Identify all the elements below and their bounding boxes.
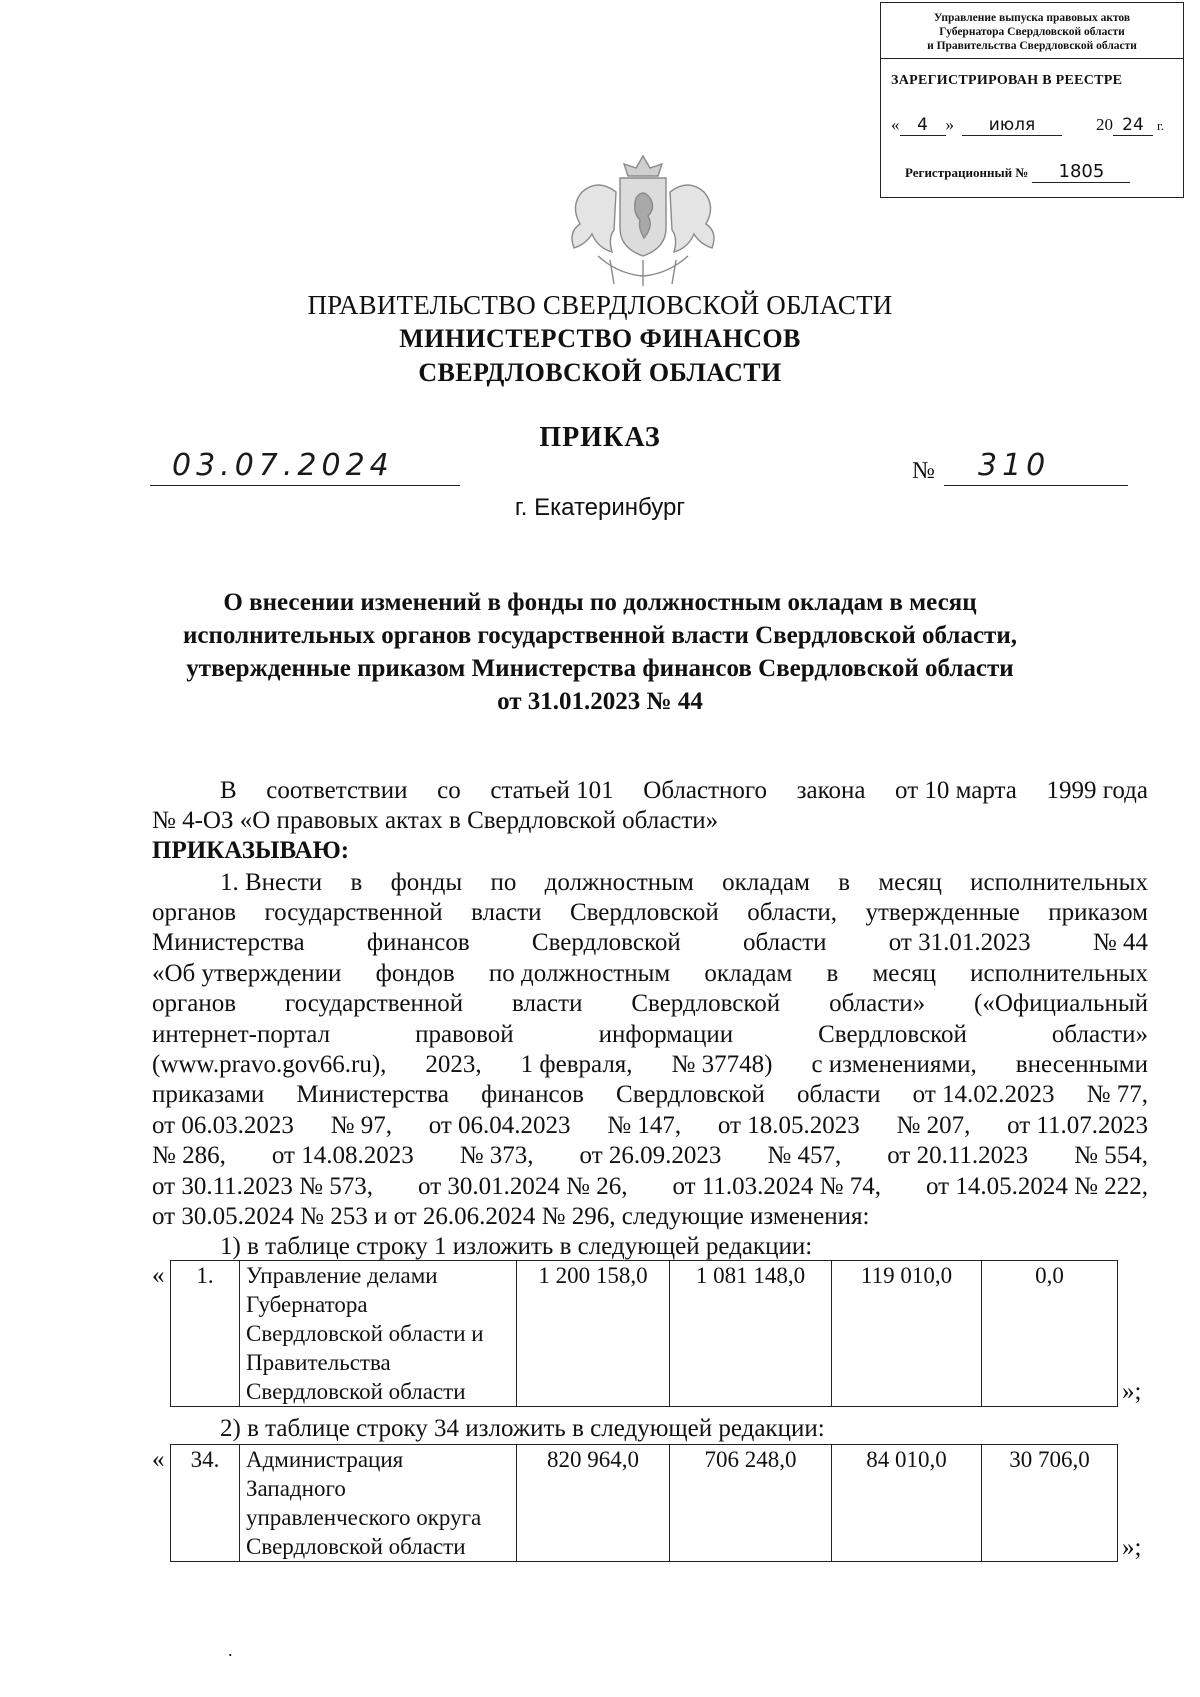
row-name xyxy=(240,1445,517,1562)
word: № 147, xyxy=(607,1111,682,1139)
word: области xyxy=(742,929,827,957)
row-value-1: 820 964,0 xyxy=(517,1445,670,1562)
subitem-2: 2) в таблице строку 34 изложить в следующей редакции: xyxy=(220,1415,825,1442)
stamp-day: 4 xyxy=(900,115,946,136)
quote-open: « xyxy=(152,1262,165,1289)
row-name-line: Свердловской области xyxy=(246,1379,466,1404)
ministry-name: МИНИСТЕРСТВО ФИНАНСОВ xyxy=(399,324,801,353)
word: фонды xyxy=(390,869,463,896)
row-name-line: Администрация xyxy=(246,1447,404,1472)
word: области xyxy=(796,1081,881,1109)
word: окладам xyxy=(722,869,810,896)
row-value-4: 30 706,0 xyxy=(982,1445,1118,1562)
row-name-line: Свердловской области xyxy=(246,1534,466,1559)
word: государственной xyxy=(264,899,443,926)
word: Областного xyxy=(643,777,768,804)
word: Свердловской xyxy=(569,899,719,926)
word: Свердловской xyxy=(531,929,681,957)
paragraph-1-line xyxy=(152,1050,1148,1080)
word: Министерства xyxy=(296,1081,449,1109)
registration-stamp xyxy=(880,2,1184,198)
stamp-registered-label: ЗАРЕГИСТРИРОВАН В РЕЕСТРЕ xyxy=(891,73,1123,88)
word: власти xyxy=(471,899,542,926)
government-name: ПРАВИТЕЛЬСТВО СВЕРДЛОВСКОЙ ОБЛАСТИ xyxy=(307,290,893,320)
word: от 30.01.2024 № 26, xyxy=(418,1172,628,1200)
quote-close: »; xyxy=(1122,1378,1142,1405)
title-line: утвержденные приказом Министерства финансов Свердловской области xyxy=(186,655,1014,682)
word: от 11.07.2023 xyxy=(1007,1111,1148,1139)
word: органов xyxy=(152,899,237,926)
word: с изменениями, xyxy=(811,1051,977,1078)
paragraph-1-line xyxy=(152,959,1148,989)
word: № 373, xyxy=(459,1142,534,1170)
word: фондов xyxy=(375,959,455,987)
word: № 97, xyxy=(330,1111,392,1139)
word: по xyxy=(490,869,517,896)
stamp-year-unit: г. xyxy=(1157,118,1165,133)
word: приказами xyxy=(152,1081,265,1109)
word: власти xyxy=(512,990,583,1018)
word: в xyxy=(826,959,839,987)
word: «Об утверждении xyxy=(152,959,342,987)
word: В xyxy=(220,777,237,804)
word: от 30.11.2023 № 573, xyxy=(152,1172,374,1200)
city: г. Екатеринбург xyxy=(514,494,686,521)
row-value-4: 0,0 xyxy=(982,1261,1118,1407)
word: Министерства xyxy=(152,929,305,957)
region-name: СВЕРДЛОВСКОЙ ОБЛАСТИ xyxy=(418,358,782,387)
document-title xyxy=(0,586,1200,718)
order-date: 03.07.2024 xyxy=(172,448,394,483)
word: № 44 xyxy=(1092,929,1148,957)
row-value-2: 1 081 148,0 xyxy=(670,1261,832,1407)
word: информации xyxy=(598,1020,734,1048)
word: от 20.11.2023 xyxy=(887,1142,1029,1170)
stamp-month: июля xyxy=(962,115,1062,136)
coat-of-arms-icon xyxy=(558,148,728,290)
word: от 10 марта xyxy=(895,777,1017,804)
paragraph-1-line xyxy=(152,1172,1148,1202)
word: утвержденные xyxy=(865,899,1020,926)
title-line: О внесении изменений в фонды по должностным окладам в месяц xyxy=(223,589,977,616)
word: Свердловской xyxy=(818,1020,967,1048)
stamp-organization xyxy=(881,3,1183,59)
stamp-reg-number: 1805 xyxy=(1032,161,1130,183)
subitem-1: 1) в таблице строку 1 изложить в следующей редакции: xyxy=(220,1233,813,1260)
word: № 457, xyxy=(767,1142,842,1170)
document-type: ПРИКАЗ xyxy=(539,422,661,453)
word: финансов xyxy=(366,929,470,957)
row-name-line: Свердловской области и xyxy=(246,1321,484,1346)
word: исполнительных xyxy=(970,959,1148,987)
word: интернет-портал xyxy=(152,1020,331,1048)
stamp-reg-label: Регистрационный № xyxy=(905,165,1029,180)
table-row-34 xyxy=(170,1444,1118,1562)
paragraph-1-line-1 xyxy=(220,868,1148,898)
word: со xyxy=(437,777,461,804)
word: 1999 года xyxy=(1046,777,1148,804)
word: органов xyxy=(152,990,237,1018)
quote-open: « xyxy=(152,1446,165,1473)
stamp-org-line: Губернатора Свердловской области xyxy=(939,26,1125,38)
row-value-1: 1 200 158,0 xyxy=(517,1261,670,1407)
row-value-3: 84 010,0 xyxy=(832,1445,982,1562)
word: окладам xyxy=(704,959,793,987)
stamp-year-prefix: 20 xyxy=(1096,115,1113,134)
word: от 31.01.2023 xyxy=(888,929,1031,957)
order-number: 310 xyxy=(978,448,1051,483)
title-line: от 31.01.2023 № 44 xyxy=(497,688,703,715)
word: приказом xyxy=(1048,899,1148,926)
word: от 11.03.2024 № 74, xyxy=(672,1172,882,1200)
word: от 14.05.2024 № 222, xyxy=(926,1172,1148,1200)
row-name xyxy=(240,1261,517,1407)
word: области, xyxy=(747,899,838,926)
row-value-3: 119 010,0 xyxy=(832,1261,982,1407)
word: исполнительных xyxy=(970,869,1148,896)
number-sign: № xyxy=(912,458,935,484)
word: закона xyxy=(796,777,866,804)
word: соответствии xyxy=(266,777,408,804)
word: № 77, xyxy=(1086,1081,1148,1109)
word: от 18.05.2023 xyxy=(717,1111,860,1139)
word: в xyxy=(838,869,851,896)
word: от 06.03.2023 xyxy=(152,1111,294,1139)
row-name-line: Западного xyxy=(246,1476,346,1501)
row-name-line: Правительства xyxy=(246,1350,391,1375)
word: области» xyxy=(829,990,926,1018)
paragraph-1-line xyxy=(152,989,1148,1019)
word: месяц xyxy=(878,869,942,896)
stamp-registration-number xyxy=(905,161,1130,183)
word: статьей 101 xyxy=(490,777,614,804)
word: № 554, xyxy=(1074,1142,1148,1170)
table-row-1 xyxy=(170,1260,1118,1407)
row-value-2: 706 248,0 xyxy=(670,1445,832,1562)
word: от 26.09.2023 xyxy=(579,1142,722,1170)
word: от 06.04.2023 xyxy=(428,1111,571,1139)
paragraph-1-line xyxy=(152,1141,1148,1171)
word: Свердловской xyxy=(616,1081,765,1109)
row-name-line: Губернатора xyxy=(246,1292,368,1317)
row-name-line: Управление делами xyxy=(246,1263,438,1288)
word: по должностным xyxy=(488,959,671,987)
word: от 14.08.2023 xyxy=(271,1142,414,1170)
paragraph-1-line xyxy=(152,1020,1148,1050)
word: государственной xyxy=(284,990,464,1018)
quote-close: »; xyxy=(1122,1534,1142,1561)
word: Свердловской xyxy=(631,990,781,1018)
paragraph-1-line xyxy=(152,1080,1148,1110)
page-mark: . xyxy=(228,1640,233,1660)
title-line: исполнительных органов государственной власти Свердловской области, xyxy=(183,622,1017,649)
stamp-date: « 4 » июля 20 24 г. xyxy=(891,115,1165,135)
word: в xyxy=(350,869,363,896)
word: от 14.02.2023 xyxy=(912,1081,1055,1109)
word: 1. Внести xyxy=(220,869,323,896)
word: («Официальный xyxy=(974,990,1148,1018)
stamp-year-suffix: 24 xyxy=(1113,115,1153,136)
row-name-line: управленческого округа xyxy=(246,1505,482,1530)
word: № 37748) xyxy=(671,1051,773,1078)
stamp-org-line: Управление выпуска правовых актов xyxy=(933,12,1131,24)
intro-line-2: № 4-ОЗ «О правовых актах в Свердловской области» xyxy=(152,807,719,834)
word: области» xyxy=(1051,1020,1148,1048)
row-number: 34. xyxy=(171,1445,240,1562)
row-number: 1. xyxy=(171,1261,240,1407)
intro-line-1 xyxy=(220,776,1148,806)
word: месяц xyxy=(872,959,936,987)
paragraph-1-line xyxy=(152,928,1148,958)
word: № 207, xyxy=(896,1111,971,1139)
paragraph-1-last-line: от 30.05.2024 № 253 и от 26.06.2024 № 296, следующие изменения: xyxy=(152,1203,870,1230)
paragraph-1-line xyxy=(152,898,1148,928)
stamp-org-line: и Правительства Свердловской области xyxy=(927,40,1137,52)
word: должностным xyxy=(544,869,694,896)
date-underline xyxy=(150,485,460,486)
word: внесенными xyxy=(1015,1051,1148,1078)
word: 1 февраля, xyxy=(520,1051,633,1078)
word: № 286, xyxy=(152,1142,226,1170)
word: 2023, xyxy=(425,1051,482,1078)
word: правовой xyxy=(415,1020,514,1048)
number-underline xyxy=(944,485,1128,486)
paragraph-1-line xyxy=(152,1111,1148,1141)
order-word: ПРИКАЗЫВАЮ: xyxy=(152,837,350,864)
word: (www.pravo.gov66.ru), xyxy=(152,1051,387,1078)
word: финансов xyxy=(481,1081,584,1109)
